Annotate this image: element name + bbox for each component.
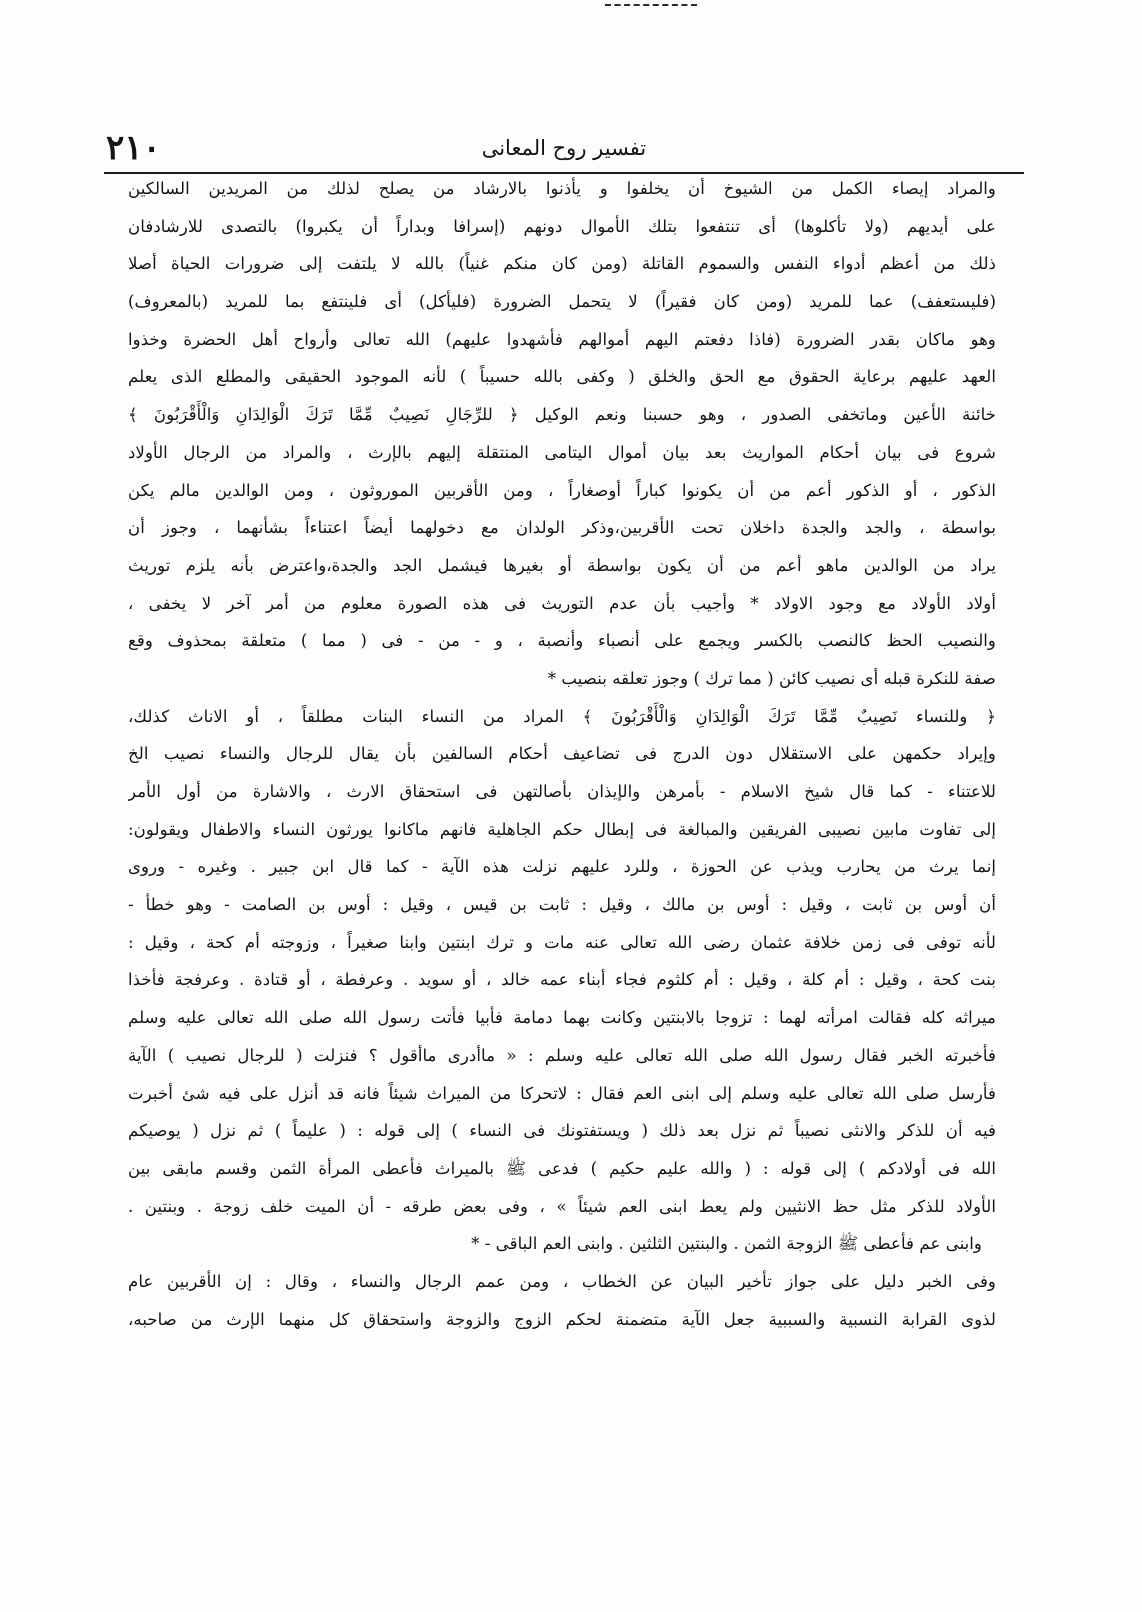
- text-line: وفى الخبر دليل على جواز تأخير البيان عن الخطاب ، ومن عمم الرجال والنساء ، وقال : إن الأقربين عام: [128, 1270, 996, 1291]
- text-line: الله فى أولادكم ) إلى قوله : ( والله عليم حكيم ) فدعى ﷺ بالميراث فأعطى المرأة الثمن وقسم مابقى بين: [128, 1157, 996, 1178]
- text-line: على أيديهم (ولا تأكلوها) أى تنتفعوا بتلك الأموال دونهم (إسرافا وبداراً أن يكبروا) بالتصدى للارشادفان: [128, 215, 996, 236]
- text-line: إلى تفاوت مابين نصيبى الفريقين والمبالغة فى إبطال حكم الجاهلية فانهم ماكانوا يورثون النساء والاطفال ويقولون:: [128, 818, 996, 839]
- text-line: العهد عليهم برعاية الحقوق مع الحق والخلق ( وكفى بالله حسيباً ) لأنه الموجود الحقيقى والمطلع الذى يعلم: [128, 366, 996, 387]
- text-line: فيه أن للذكر والانثى نصيباً ثم نزل بعد ذلك ( ويستفتونك فى النساء ) إلى قوله : ( عليماً ) ثم نزل ( يوصيكم: [128, 1120, 996, 1141]
- page-number: ٢١٠: [106, 128, 161, 168]
- text-line: يراد من الوالدين ماهو أعم من أن يكون بواسطة أو بغيرها فيشمل الجد والجدة،واعترض بأنه يلزم توريث: [128, 554, 996, 575]
- text-line: صفة للنكرة قبله أى نصيب كائن ( مما ترك ) وجوز تعلقه بنصيب *: [547, 667, 996, 688]
- text-line: شروع فى بيان أحكام المواريث بعد بيان أموال اليتامى المنتقلة إليهم بالإرث ، والمراد من الرجال الأولاد: [128, 441, 996, 462]
- text-line: وهو ماكان بقدر الضرورة (فاذا دفعتم اليهم أموالهم فأشهدوا عليهم) الله تعالى وأرواح أهل الحضرة وخذوا: [128, 328, 996, 349]
- text-line: والمراد إيصاء الكمل من الشيوخ أن يخلفوا و يأذنوا بالارشاد من يصلح لذلك من المريدين السالكين: [128, 178, 996, 198]
- text-line: أولاد الأولاد مع وجود الاولاد * وأجيب بأن عدم التوريث فى هذه الصورة معلوم من أمر آخر لا يخفى ،: [128, 592, 996, 613]
- text-line: ﴿ وللنساء نَصِيبٌ مِّمَّا تَرَكَ الْوَالِدَانِ وَالْأَقْرَبُونَ ﴾ المراد من النساء البنات مطلقاً ، أو الاناث كذلك،: [128, 705, 996, 726]
- text-line: لأنه توفى فى زمن خلافة عثمان رضى الله تعالى عنه مات و ترك ابنتين وابنا صغيراً ، وزوجته أم كحة ، وقيل :: [128, 931, 996, 952]
- text-line: أن أوس بن ثابت ، وقيل : أوس بن مالك ، وقيل : ثابت بن قيس ، وقيل : أوس بن الصامت - وهو خطأ -: [128, 894, 996, 915]
- text-line: وإيراد حكمهن على الاستقلال دون الدرج فى تضاعيف أحكام السالفين بأن يقال للرجال والنساء نصيب الخ: [128, 743, 996, 764]
- text-line: وابنى عم فأعطى ﷺ الزوجة الثمن . والبنتين الثلثين . وابنى العم الباقى - *: [471, 1233, 982, 1254]
- text-line: بنت كحة ، وقيل : أم كلة ، وقيل : أم كلثوم فجاء أبناء عمه خالد ، أو سويد . وعرفطة ، أو قتادة . وعرفجة فأخذا: [128, 969, 996, 990]
- text-line: للاعتناء - كما قال شيخ الاسلام - بأمرهن والإيذان بأصالتهن فى استحقاق الارث ، والاشارة من أول الأمر: [128, 781, 996, 801]
- text-line: الأولاد للذكر مثل حظ الانثيين ولم يعط ابنى العم شيئاً » ، وفى بعض طرقه - أن الميت خلف زوجة . وبنتين .: [128, 1195, 996, 1216]
- running-title: تفسير روح المعانى: [481, 136, 647, 160]
- text-line: لذوى القرابة النسبية والسببية جعل الآية متضمنة لحكم الزوج والزوجة واستحقاق كل منهما الإرث من صاحبه،: [128, 1308, 996, 1329]
- top-decorative-dash: [605, 4, 697, 6]
- text-line: خائنة الأعين وماتخفى الصدور ، وهو حسبنا ونعم الوكيل ﴿ للرِّجَالِ نَصِيبٌ مِّمَّا تَرَكَ الْوَالِدَانِ وَالْأَقْرَبُونَ ﴾: [128, 404, 996, 425]
- text-line: فأرسل صلى الله تعالى عليه وسلم إلى ابنى العم فقال : لاتحركا من الميراث شيئاً فانه قد أنزل على فيه شئ أخبرت: [128, 1082, 996, 1103]
- text-line: ذلك من أعظم أدواء النفس والسموم القاتلة (ومن كان منكم غنياً) بالله لا يلتفت إلى ضرورات الحياة أصلا: [128, 253, 996, 274]
- page-header: [104, 128, 1024, 174]
- text-line: والنصيب الحظ كالنصب بالكسر ويجمع على أنصباء وأنصبة ، و - من - فى ( مما ) متعلقة بمحذوف وقع: [128, 630, 996, 651]
- text-line: ميراثه كله فقالت امرأته لهما : تزوجا بالابنتين وكانت بهما دمامة فأبيا فأتت رسول الله صلى الله تعالى عليه وسلم: [128, 1007, 996, 1028]
- text-line: إنما يرث من يحارب ويذب عن الحوزة ، وللرد عليهم نزلت هذه الآية - كما قال ابن جبير . وغيره - وروى: [128, 856, 996, 877]
- text-line: فأخبرته الخبر فقال رسول الله صلى الله تعالى عليه وسلم : « ماأدرى ماأقول ؟ فنزلت ( للرجال نصيب ) الآية: [128, 1044, 996, 1065]
- text-line: الذكور ، أو الذكور أعم من أن يكونوا كباراً أوصغاراً ، ومن الأقربين الموروثون ، ومن الوالدين مالم يكن: [128, 479, 996, 500]
- text-line: (فليستعفف) عما للمريد (ومن كان فقيراً) لا يتحمل الضرورة (فليأكل) أى فلينتفع بما للمريد (بالمعروف): [128, 291, 996, 312]
- text-line: بواسطة ، والجد والجدة داخلان تحت الأقربين،وذكر الولدان مع دخولهما أيضاً اعتناءاً بشأنهما ، وجوز أن: [128, 517, 996, 538]
- commentary-text: [128, 170, 996, 1338]
